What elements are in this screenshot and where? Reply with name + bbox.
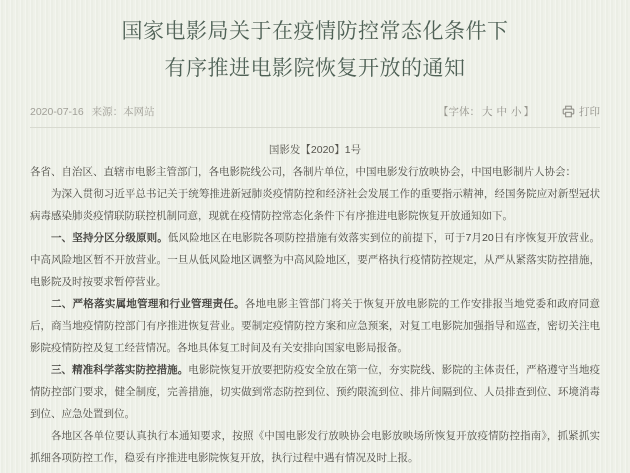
meta-right [438, 104, 600, 119]
source-label: 来源：本网站 [91, 106, 155, 118]
intro-paragraph [30, 183, 600, 227]
paragraph-text: 各省、自治区、直辖市电影主管部门，各电影院线公司，各制片单位，中国电影发行放映协会，中国电影制片人协会： [30, 166, 576, 178]
divider [30, 127, 600, 128]
paragraph-lead: 二、严格落实属地管理和行业管理责任。 [51, 298, 245, 310]
paragraph-item-1 [30, 227, 600, 293]
paragraph-item-3 [30, 359, 600, 425]
font-size-large-button[interactable]: 大 [482, 106, 493, 118]
meta-bar [30, 104, 600, 119]
paragraph-lead: 三、精准科学落实防控措施。 [51, 364, 189, 376]
print-button[interactable] [562, 104, 600, 119]
page-title-line2: 有序推进电影院恢复开放的通知 [164, 57, 466, 80]
paragraph-lead: 一、坚持分区分级原则。 [51, 232, 168, 244]
paragraph-text: 各地电影主管部门将关于恢复开放电影院的工作安排报当地党委和政府同意后，商当地疫情防控部门有序推进恢复营业。要制定疫情防控方案和应急预案，对复工电影院加强指导和巡查，密切关注电影院疫情防控及复工经营情况。各地具体复工时间及有关安排向国家电影局报备。 [30, 298, 600, 354]
meta-left [30, 104, 155, 119]
paragraph-text: 电影院恢复开放要把防疫安全放在第一位，夯实院线、影院的主体责任，严格遵守当地疫情防控部门要求，健全制度，完善措施，切实做到常态防控到位、预约限流到位、排片间隔到位、人员排查到位、环境消毒到位、应急处置到位。 [30, 364, 600, 420]
font-size-suffix-label: 】 [523, 106, 534, 118]
paragraph-text: 低风险地区在电影院各项防控措施有效落实到位的前提下，可于7月20日有序恢复开放营业。中高风险地区暂不开放营业。一旦从低风险地区调整为中高风险地区，要严格执行疫情防控规定，从严从紧落实防控措施，电影院及时按要求暂停营业。 [30, 232, 600, 288]
font-size-control [438, 104, 534, 119]
paragraph-text: 为深入贯彻习近平总书记关于统筹推进新冠肺炎疫情防控和经济社会发展工作的重要指示精神，经国务院应对新型冠状病毒感染肺炎疫情联防联控机制同意，现就在疫情防控常态化条件下有序推进电影院恢复开放通知如下。 [30, 188, 600, 222]
closing-paragraph [30, 425, 600, 469]
paragraph-text: 各地区各单位要认真执行本通知要求，按照《中国电影发行放映协会电影放映场所恢复开放疫情防控指南》，抓紧抓实抓细各项防控工作，稳妥有序推进电影院恢复开放，执行过程中遇有情况及时上报。 [30, 430, 600, 464]
document-body [30, 139, 600, 469]
font-size-prefix-label: 【字体： [438, 106, 480, 118]
doc-number: 国影发【2020】1号 [268, 144, 362, 156]
paragraph-item-2 [30, 293, 600, 359]
font-size-small-button[interactable]: 小 [511, 106, 522, 118]
publish-date: 2020-07-16 [30, 106, 84, 118]
printer-icon [562, 105, 575, 118]
page-title [30, 13, 600, 87]
page-title-line1: 国家电影局关于在疫情防控常态化条件下 [121, 20, 509, 43]
print-button-label: 打印 [579, 106, 600, 118]
font-size-medium-button[interactable]: 中 [496, 106, 507, 118]
recipients-paragraph [30, 161, 600, 183]
